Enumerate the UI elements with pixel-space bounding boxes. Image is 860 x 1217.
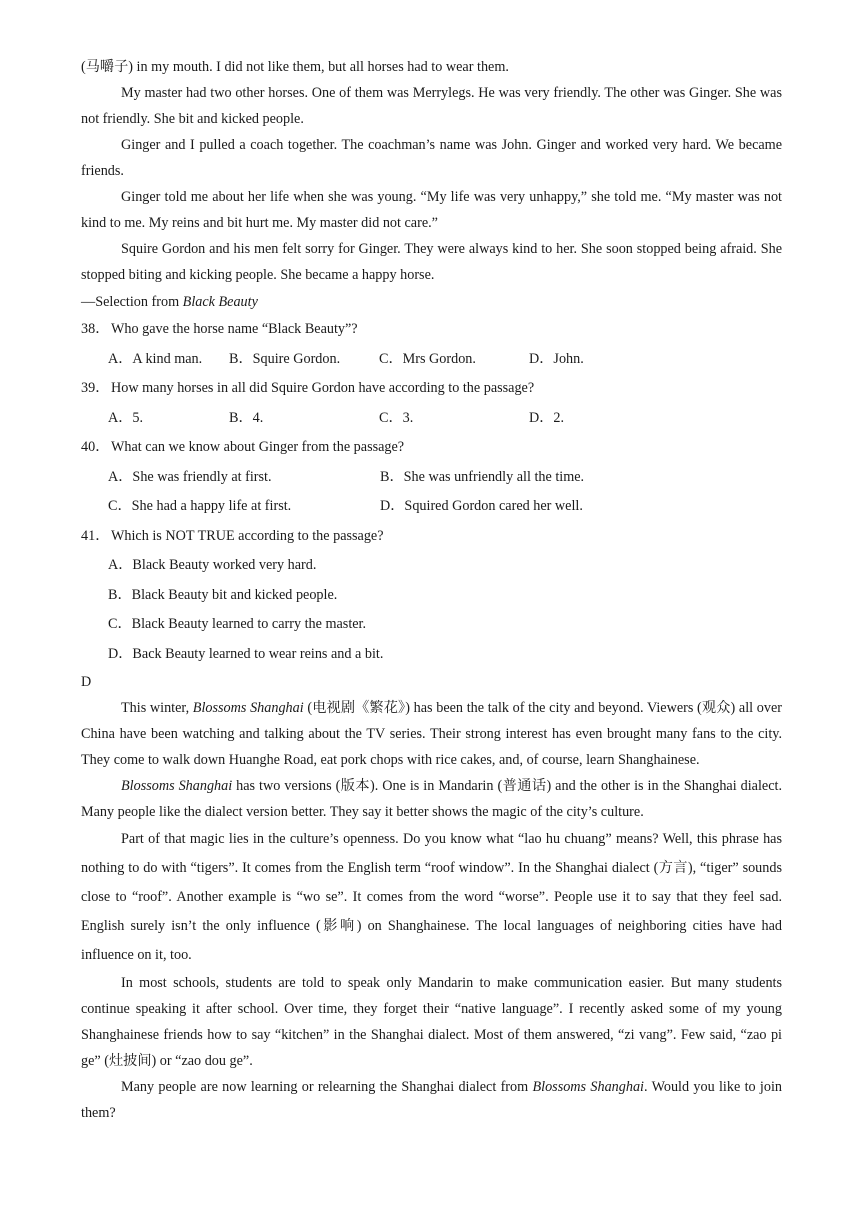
passage-paragraph: Blossoms Shanghai has two versions (版本). One is in Mandarin (普通话) and the other is in the Shanghai dialect. Many people like the dialect version better. They say it better shows the magic of the city’s culture. (81, 778, 782, 820)
option-d[interactable]: D．John. (529, 350, 584, 367)
option-c[interactable]: C．She had a happy life at first. (108, 498, 292, 514)
option-b[interactable]: B．She was unfriendly all the time. (380, 468, 585, 485)
option-c[interactable]: C．Mrs Gordon. (379, 350, 476, 367)
option-d[interactable]: D．Back Beauty learned to wear reins and a bit. (108, 645, 384, 662)
option-a[interactable]: A．5. (108, 409, 144, 426)
option-b[interactable]: B．4. (229, 409, 264, 426)
passage-paragraph: My master had two other horses. One of them was Merrylegs. He was very friendly. The other was Ginger. She was not friendly. She bit and kicked people. (81, 85, 782, 127)
option-c[interactable]: C．Black Beauty learned to carry the master. (108, 616, 367, 632)
options-40-row1 (81, 463, 782, 493)
passage-paragraph: This winter, Blossoms Shanghai (电视剧《繁花》) has been the talk of the city and beyond. Viewers (观众) all over China have been watching and talking about the TV series. Their strong interest has even brought many fans to the city. They come to walk down Huanghe Road, eat pork chops with rice cakes, and, of course, learn Shanghainese. (81, 700, 782, 768)
options-38 (81, 345, 782, 375)
question-40: 40． What can we know about Ginger from the passage? (81, 439, 405, 455)
option-d[interactable]: D．2. (529, 409, 565, 426)
option-a[interactable]: A．She was friendly at first. (108, 468, 272, 485)
passage-line: (马嚼子) in my mouth. I did not like them, but all horses had to wear them. (81, 59, 509, 75)
option-d[interactable]: D．Squired Gordon cared her well. (380, 498, 583, 514)
passage-source: —Selection from Black Beauty (81, 294, 258, 310)
question-38: 38． Who gave the horse name “Black Beauty”? (81, 321, 358, 337)
passage-paragraph: Squire Gordon and his men felt sorry for Ginger. They were always kind to her. She soon stopped being afraid. She stopped biting and kicking people. She became a happy horse. (81, 241, 782, 283)
option-c[interactable]: C．3. (379, 409, 414, 426)
section-heading: D (81, 674, 92, 690)
question-41: 41． Which is NOT TRUE according to the passage? (81, 527, 384, 544)
option-a[interactable]: A．A kind man. (108, 350, 203, 367)
document-page (81, 54, 782, 1126)
option-b[interactable]: B．Squire Gordon. (229, 350, 341, 367)
options-40-row2 (81, 492, 782, 522)
option-a[interactable]: A．Black Beauty worked very hard. (108, 557, 317, 573)
question-39: 39． How many horses in all did Squire Gordon have according to the passage? (81, 380, 535, 396)
passage-paragraph: Many people are now learning or relearning the Shanghai dialect from Blossoms Shanghai. Would you like to join them? (81, 1079, 783, 1121)
passage-paragraph: Ginger told me about her life when she was young. “My life was very unhappy,” she told me. “My master was not kind to me. My reins and bit hurt me. My master did not care.” (81, 189, 782, 231)
passage-paragraph: In most schools, students are told to speak only Mandarin to make communication easier. But many students continue speaking it after school. Over time, they forget their “native language”. I recently asked some of my young Shanghainese friends how to say “kitchen” in the Shanghai dialect. Most of them answered, “zi vang”. Few said, “zao pi ge” (灶披间) or “zao dou ge”. (81, 975, 782, 1069)
options-39 (81, 404, 782, 434)
passage-paragraph: Part of that magic lies in the culture’s openness. Do you know what “lao hu chuang” means? Well, this phrase has nothing to do with “tigers”. It comes from the English term “roof window”. In the Shanghai dialect (方言), “tiger” sounds close to “roof”. Another example is “wo se”. It comes from the word “worse”. People use it to say that they feel sad. English surely isn’t the only influence (影响) on Shanghainese. The local languages of neighboring cities have had influence on it, too. (81, 831, 782, 963)
option-b[interactable]: B．Black Beauty bit and kicked people. (108, 586, 338, 603)
passage-paragraph: Ginger and I pulled a coach together. The coachman’s name was John. Ginger and worked very hard. We became friends. (81, 137, 782, 179)
